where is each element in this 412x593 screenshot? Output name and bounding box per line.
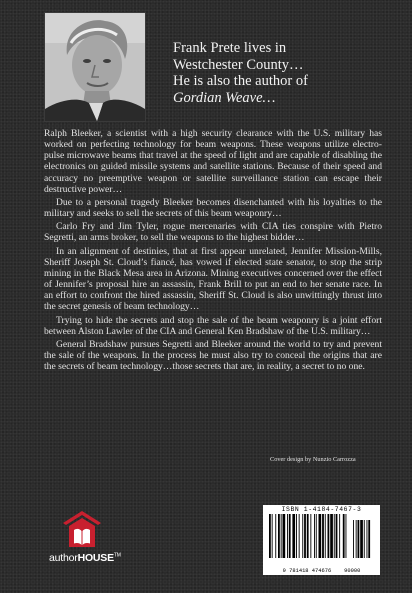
bio-line: Frank Prete lives in — [173, 40, 287, 56]
publisher-name — [49, 552, 121, 564]
isbn-barcode — [263, 505, 380, 575]
publisher-name-prefix: author — [49, 552, 78, 564]
author-photo — [44, 12, 146, 122]
barcode-bars — [263, 514, 380, 566]
bio-line: Westchester County… — [173, 56, 304, 73]
cover-design-credit: Cover design by Nunzio Carrozza — [270, 456, 356, 463]
book-house-icon — [61, 509, 103, 549]
author-bio — [173, 40, 403, 106]
synopsis-paragraph: General Bradshaw pursues Segretti and Bleeker around the world to try and prevent the sale of the weapons. In the process he must also try to conceal the origins that are the secrets of beam technology…those secrets that are, in reality, a secret to no one. — [44, 338, 382, 373]
publisher-name-suffix: HOUSE — [77, 552, 114, 564]
synopsis-paragraph: Due to a personal tragedy Bleeker becomes disenchanted with his loyalties to the military and seeks to sell the secrets of this beam weaponry… — [44, 196, 382, 220]
author-portrait-image — [45, 13, 145, 121]
trademark-symbol: TM — [113, 552, 121, 559]
barcode-main-digits: 9 781418 474676 — [282, 568, 332, 574]
synopsis — [44, 128, 382, 374]
bio-line: He is also the author of — [173, 73, 308, 89]
synopsis-paragraph: Trying to hide the secrets and stop the sale of the beam weaponry is a joint effort between Alston Lawler of the CIA and General Ken Bradshaw of the U.S. military… — [44, 314, 382, 337]
bio-book-title: Gordian Weave… — [173, 89, 276, 106]
synopsis-paragraph: Carlo Fry and Jim Tyler, rogue mercenaries with CIA ties conspire with Pietro Segretti, an arms broker, to sell the weapons to the highest bidder… — [44, 221, 382, 244]
barcode-digits — [263, 568, 380, 574]
synopsis-paragraph: In an alignment of destinies, that at first appear unrelated, Jennifer Mission-Mills, Sheriff Joseph St. Cloud’s fiancé, has vowed if elected state senator, to stop the strip mining in the Black Mesa area in Arizona. Mining executives concerned over the effect of Jennifer’s proposal hire an assassin, Frank Brill to put an end to her senate race. In an effort to confront the hired assassin, Sheriff St. Cloud is also unwittingly thrust into the secret genesis of beam technology… — [44, 245, 382, 313]
isbn-label: ISBN 1-4184-7467-3 — [281, 506, 362, 513]
barcode-addon-digits: 90000 — [344, 568, 361, 574]
publisher-logo — [46, 509, 126, 573]
synopsis-paragraph: Ralph Bleeker, a scientist with a high security clearance with the U.S. military has worked on perfecting technology for beam weapons. These weapons utilize electro-pulse microwave beams that travel at the speed of light and are capable of disabling the electronics on guided missile systems and satellite stations. Because of their speed and accuracy no preemptive weapon or satellite surveillance station can escape their destructive power… — [44, 128, 382, 195]
